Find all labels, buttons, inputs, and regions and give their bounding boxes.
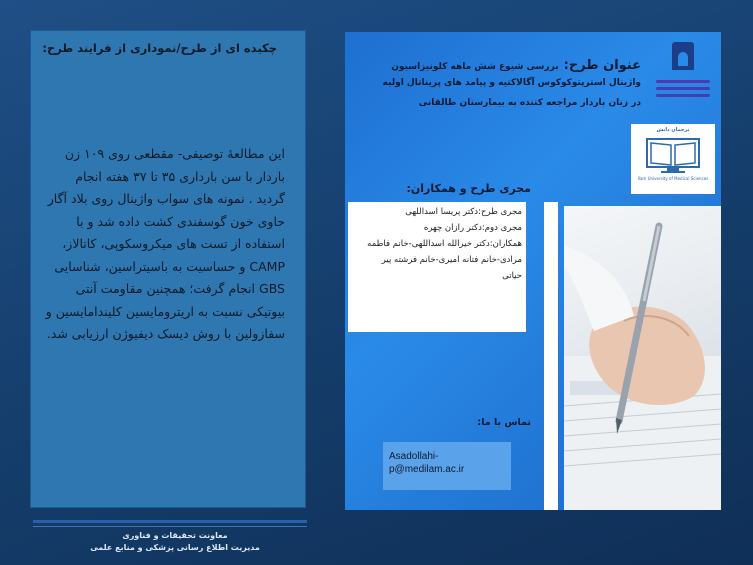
footer-divider xyxy=(33,520,307,523)
book-monitor-icon xyxy=(643,135,703,175)
team-box xyxy=(348,202,526,332)
footer-credits xyxy=(70,530,280,554)
title-line-1: بررسی شیوع شش ماهه کلونیزاسیون xyxy=(391,62,559,72)
footer-line-2: مدیریت اطلاع رسانی پزشکی و منابع علمی xyxy=(90,543,260,552)
poster-panel xyxy=(345,32,721,510)
doctor-writing-photo xyxy=(564,206,721,510)
team-heading: مجری طرح و همکاران: xyxy=(406,182,531,195)
university-name-calligraphy xyxy=(656,76,710,101)
team-line: مرادی-خانم فتانه امیری-خانم فرشته پیر xyxy=(381,255,522,265)
title-block xyxy=(351,54,641,113)
team-line: حیاتی xyxy=(502,271,522,281)
title-line-2: واژینال استرپتوکوکوس آگالاکتیه و پیامد های پریناتال اولیه xyxy=(382,78,641,88)
university-emblem-icon xyxy=(672,42,694,70)
contact-email-part-2[interactable]: p@medilam.ac.ir xyxy=(389,464,465,475)
footer-divider-thin xyxy=(33,526,307,527)
title-line-3: در زنان باردار مراجعه کننده به بیمارستان طالقانی xyxy=(418,98,641,108)
contact-box xyxy=(383,442,511,490)
abstract-heading: چکیده ای از طرح/نموداری از فرایند طرح: xyxy=(42,41,277,55)
contact-heading: تماس با ما: xyxy=(477,417,531,428)
abstract-body: این مطالعهٔ توصیفی- مقطعی روی ۱۰۹ زن باردار با سن بارداری ۳۵ تا ۳۷ هفته انجام گردید . نمونه های سواب واژینال روی بلاد آگار حاوی خون گوسفندی کشت داده شد و با استفاده از تست های میکروسکوپی، کاتالاز، CAMP و حساسیت به باسیتراسین، شناسایی GBS انجام گرفت؛ همچنین مقاومت آنتی بیوتیکی نسبت به اریترومایسین کلیندامایسین و سفازولین با روش دیسک دیفیوژن ارزیابی شد. xyxy=(45,146,285,341)
footer-line-1: معاونت تحقیقات و فناوری xyxy=(122,531,228,540)
team-line: مجری دوم:دکتر رازان چهره xyxy=(423,223,522,233)
contact-email-part-1[interactable]: Asadollahi- xyxy=(389,451,439,462)
university-logo xyxy=(651,42,715,132)
knowledge-translation-logo xyxy=(631,124,715,194)
team-line: مجری طرح:دکتر پریسا اسداللهی xyxy=(405,207,522,217)
title-label: عنوان طرح: xyxy=(563,58,641,73)
logo-subtitle: Ilam University of Medical Sciences xyxy=(637,176,709,181)
logo-caption: ترجمان دانش xyxy=(656,127,690,133)
abstract-panel xyxy=(30,30,306,508)
photo-divider-strip xyxy=(544,202,558,510)
pen-and-hand-illustration xyxy=(564,206,721,510)
team-line: همکاران:دکتر خیرالله اسداللهی-خانم فاطمه xyxy=(367,239,522,249)
